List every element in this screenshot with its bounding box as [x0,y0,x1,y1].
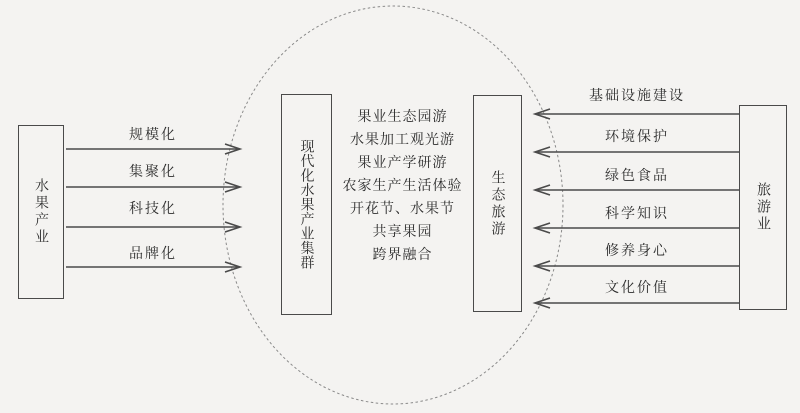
right-arrow-label-green-food: 绿色食品 [605,168,669,184]
center-activity-list [320,106,485,267]
left-arrow-label-scale: 规模化 [129,127,177,143]
right-arrow-label-environment: 环境保护 [605,129,669,145]
center-item: 开花节、水果节 [350,201,455,217]
box-tourism-industry [739,105,787,310]
left-arrow-3 [66,222,240,232]
right-arrow-label-wellness: 修养身心 [605,243,669,259]
right-arrow-2 [535,147,739,157]
center-item: 农家生产生活体验 [342,178,463,194]
modern-fruit-cluster-label: 现代化水果产业集群 [298,139,315,270]
left-arrow-label-branding: 品牌化 [129,246,177,262]
left-arrow-1 [66,144,240,154]
right-arrow-label-science: 科学知识 [605,206,669,222]
right-arrow-label-infrastructure: 基础设施建设 [589,88,685,104]
center-item: 共享果园 [372,224,433,240]
right-arrow-1 [535,109,739,119]
ecotourism-label: 生态旅游 [489,169,506,238]
left-arrow-label-agglomeration: 集聚化 [129,164,177,180]
left-arrow-4 [66,262,240,272]
right-arrow-3 [535,185,739,195]
right-arrow-5 [535,261,739,271]
left-arrow-label-technology: 科技化 [129,201,177,217]
right-arrow-6 [535,298,739,308]
fruit-industry-label: 水果产业 [33,178,49,246]
tourism-industry-label: 旅游业 [755,182,771,233]
center-item: 果业产学研游 [357,155,448,171]
left-arrow-2 [66,182,240,192]
right-arrow-4 [535,223,739,233]
right-arrow-label-culture: 文化价值 [605,280,669,296]
box-fruit-industry [18,125,64,299]
center-item: 水果加工观光游 [350,132,455,148]
center-item: 跨界融合 [372,247,433,263]
center-item: 果业生态园游 [357,109,448,125]
